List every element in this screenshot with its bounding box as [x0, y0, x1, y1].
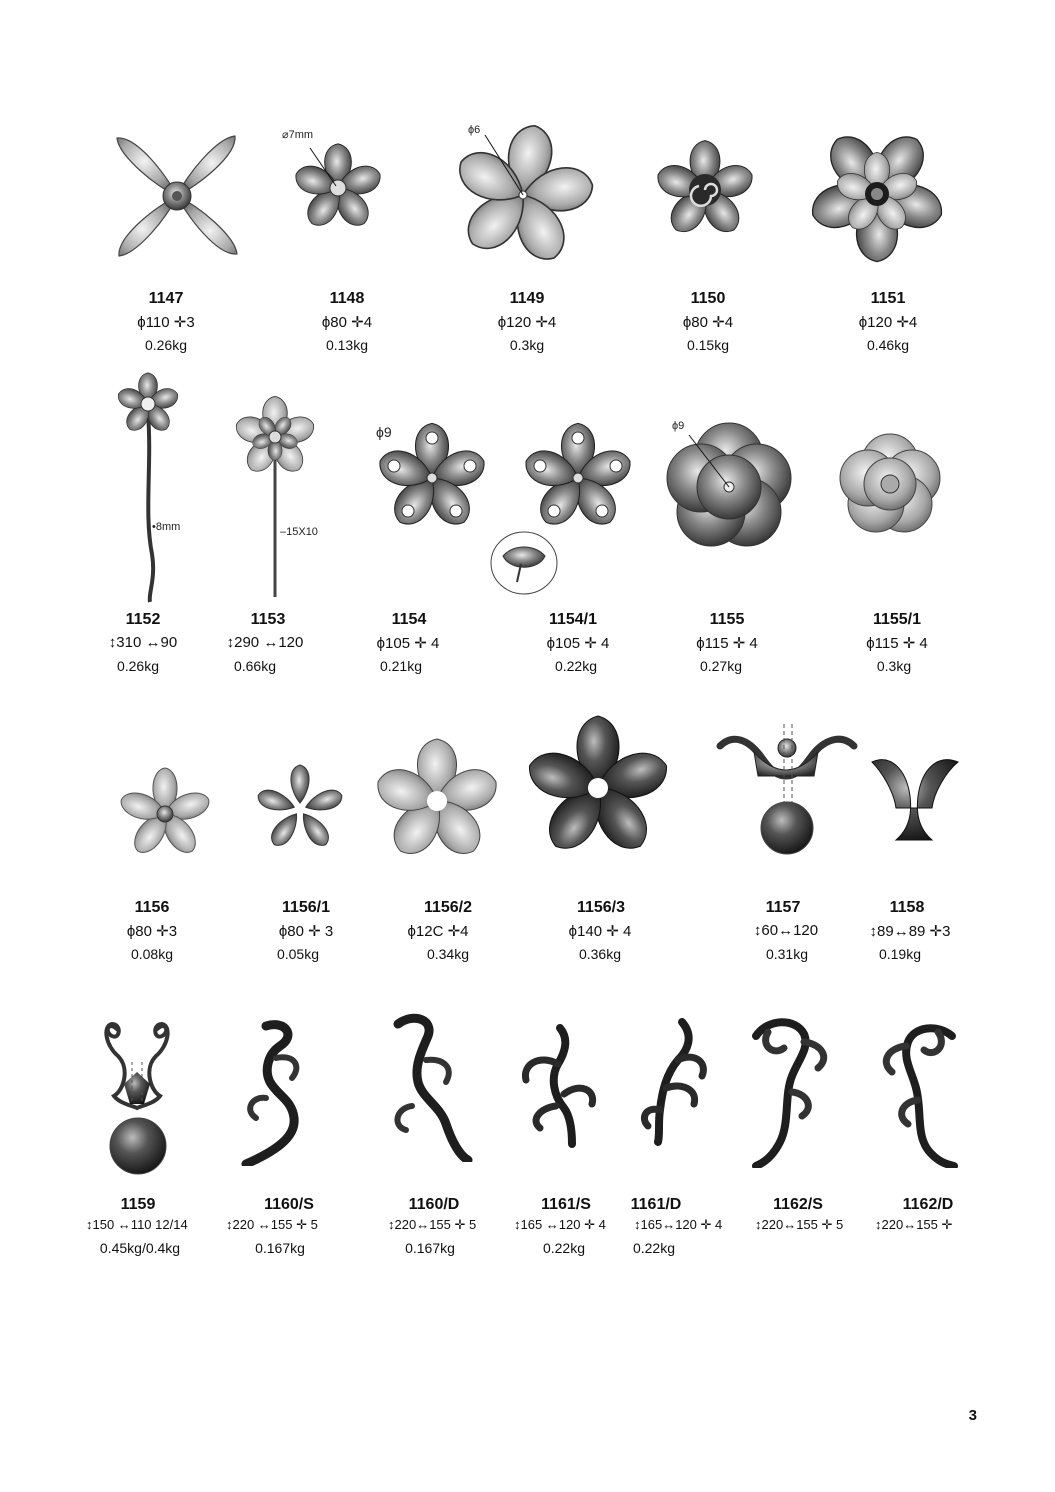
- item-dimensions: ϕ115 ✛ 4: [696, 635, 758, 652]
- item-weight: 0.167kg: [255, 1240, 305, 1256]
- diameter-callout: ϕ9: [672, 420, 685, 432]
- item-dimensions: ↕220↔155 ✛ 5: [388, 1217, 477, 1232]
- item-dimensions: ϕ80 ✛3: [126, 923, 178, 940]
- item-code: 1158: [889, 899, 925, 916]
- item-code: 1155/1: [872, 611, 922, 628]
- leaf-star-image: [528, 714, 668, 862]
- item-weight: 0.66kg: [233, 658, 277, 674]
- item-weight: 0.46kg: [866, 337, 910, 353]
- item-dimensions: ϕ80 ✛4: [321, 314, 373, 331]
- leaf-star-image: [366, 738, 508, 864]
- item-weight: 0.3kg: [509, 337, 545, 353]
- double-flower-image: [800, 124, 955, 264]
- large-flower-image: [448, 120, 598, 270]
- item-dimensions: ↕220↔155 ✛: [875, 1217, 953, 1232]
- acanthus-leaf-image: [636, 1018, 714, 1146]
- side-view-detail-circle: [489, 530, 559, 596]
- item-dimensions: ↕165↔120 ✛ 4: [634, 1217, 723, 1232]
- diameter-callout: ϕ9: [376, 424, 392, 440]
- item-dimensions: ϕ105 ✛ 4: [546, 635, 610, 652]
- item-code: 1150: [690, 290, 726, 307]
- page-number: 3: [968, 1407, 977, 1424]
- item-dimensions: ϕ12C ✛4: [407, 923, 469, 940]
- item-dimensions: ↕60↔120: [753, 922, 819, 939]
- item-weight: 0.13kg: [325, 337, 369, 353]
- item-code: 1154/1: [548, 611, 598, 628]
- curled-flower-image: [640, 140, 770, 240]
- item-code: 1160/S: [264, 1196, 314, 1213]
- item-code: 1161/S: [541, 1196, 591, 1213]
- acanthus-leaf-image: [744, 1012, 834, 1168]
- item-code: 1156/3: [576, 899, 626, 916]
- item-dimensions: ϕ80 ✛ 3: [278, 923, 334, 940]
- item-dimensions: ↕165 ↔120 ✛ 4: [514, 1217, 606, 1232]
- item-weight: 0.19kg: [878, 946, 922, 962]
- item-weight: 0.05kg: [276, 946, 320, 962]
- item-code: 1151: [870, 290, 906, 307]
- item-dimensions: ↕220 ↔155 ✛ 5: [226, 1217, 318, 1232]
- flower-on-stem-image: [108, 368, 188, 604]
- leaf-star-image: [113, 766, 217, 862]
- acanthus-leaf-image: [236, 1018, 316, 1166]
- diameter-callout: ϕ6: [468, 124, 481, 136]
- size-callout: –15X10: [280, 526, 318, 538]
- item-weight: 0.22kg: [554, 658, 598, 674]
- item-dimensions: ϕ115 ✛ 4: [866, 635, 928, 652]
- rounded-flower-image: [664, 422, 794, 552]
- acanthus-leaf-image: [872, 1018, 966, 1168]
- item-weight: 0.3kg: [876, 658, 912, 674]
- item-code: 1147: [148, 290, 184, 307]
- acanthus-leaf-image: [384, 1010, 474, 1162]
- flower-with-holes-image: [518, 418, 638, 538]
- item-weight: 0.15kg: [686, 337, 730, 353]
- item-weight: 0.27kg: [699, 658, 743, 674]
- item-dimensions: ϕ120 ✛4: [497, 314, 557, 331]
- item-weight: 0.21kg: [379, 658, 423, 674]
- item-dimensions: ϕ120 ✛4: [858, 314, 918, 331]
- leaf-star-image: [250, 764, 350, 854]
- item-code: 1149: [509, 290, 545, 307]
- five-petal-flower-image: [283, 138, 393, 238]
- item-code: 1153: [250, 611, 286, 628]
- item-dimensions: ↕310 ↔90: [108, 634, 178, 651]
- item-dimensions: ↕89↔89 ✛3: [869, 923, 951, 940]
- item-code: 1156: [134, 899, 170, 916]
- item-weight: 0.31kg: [765, 946, 809, 962]
- flower-on-flat-stem-image: [230, 392, 320, 600]
- item-code: 1156/1: [281, 899, 331, 916]
- item-weight: 0.26kg: [116, 658, 160, 674]
- item-dimensions: ↕290 ↔120: [226, 634, 304, 651]
- item-weight: 0.36kg: [578, 946, 622, 962]
- item-dimensions: ϕ140 ✛ 4: [568, 923, 632, 940]
- item-dimensions: ↕220↔155 ✛ 5: [755, 1217, 844, 1232]
- item-code: 1162/S: [773, 1196, 823, 1213]
- item-dimensions: ϕ110 ✛3: [137, 314, 195, 331]
- item-code: 1152: [125, 611, 161, 628]
- tulip-leaf-image: [866, 748, 962, 844]
- double-scroll-image: [100, 1012, 174, 1176]
- acanthus-leaf-image: [514, 1024, 600, 1148]
- item-code: 1148: [329, 290, 365, 307]
- item-weight: 0.34kg: [426, 946, 470, 962]
- item-dimensions: ϕ80 ✛4: [682, 314, 734, 331]
- item-weight: 0.22kg: [632, 1240, 676, 1256]
- item-weight: 0.45kg/0.4kg: [99, 1240, 181, 1256]
- four-petal-rosette-image: [113, 132, 241, 260]
- rounded-flower-image: [832, 432, 948, 536]
- item-code: 1162/D: [902, 1196, 954, 1213]
- item-code: 1154: [391, 611, 427, 628]
- item-weight: 0.08kg: [130, 946, 174, 962]
- diameter-callout: •8mm: [152, 521, 181, 533]
- item-code: 1155: [709, 611, 745, 628]
- item-dimensions: ↕150 ↔110 12/14: [86, 1217, 188, 1232]
- item-dimensions: ϕ105 ✛ 4: [376, 635, 440, 652]
- item-code: 1157: [765, 899, 801, 916]
- item-weight: 0.26kg: [144, 337, 188, 353]
- item-code: 1160/D: [408, 1196, 460, 1213]
- item-code: 1156/2: [423, 899, 473, 916]
- item-code: 1159: [120, 1196, 156, 1213]
- item-code: 1161/D: [630, 1196, 682, 1213]
- item-weight: 0.22kg: [542, 1240, 586, 1256]
- item-weight: 0.167kg: [405, 1240, 455, 1256]
- scroll-crown-image: [714, 724, 860, 856]
- diameter-callout: ⌀7mm: [282, 129, 314, 141]
